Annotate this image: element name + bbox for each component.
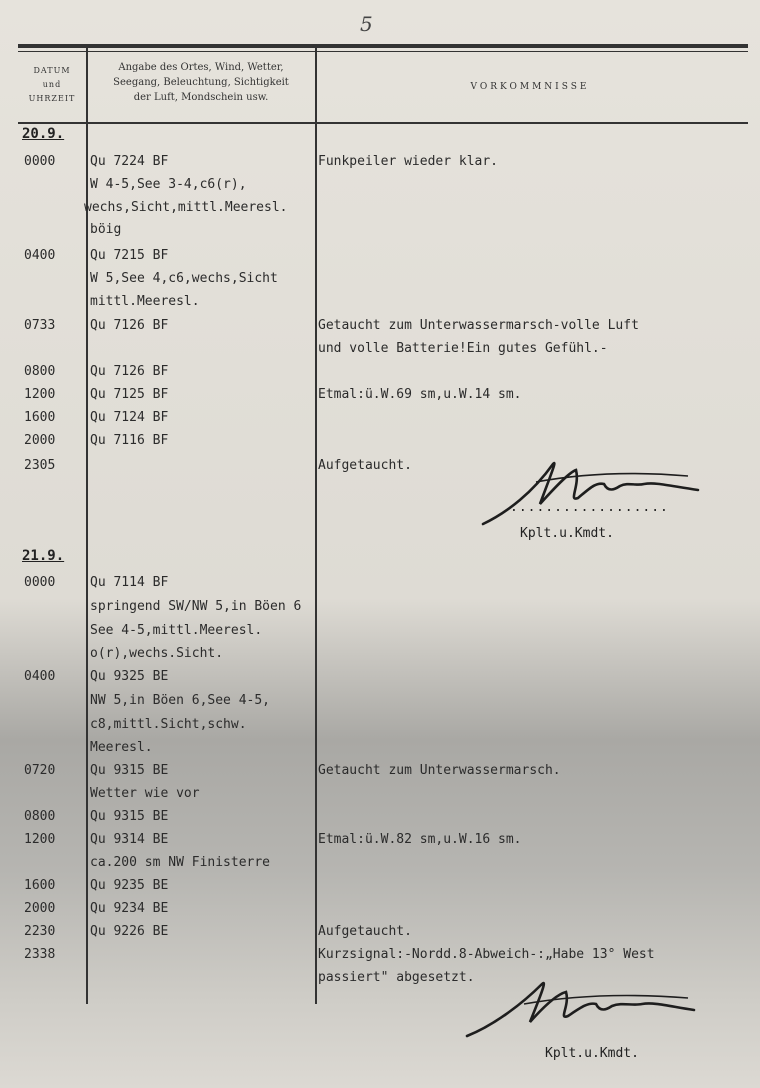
entry-position: Qu 9314 BE — [90, 832, 169, 847]
column-divider-1 — [86, 44, 88, 1004]
entry-event: Funkpeiler wieder klar. — [318, 154, 499, 169]
entry-position: Qu 7215 BF — [90, 248, 169, 263]
entry-event: Getaucht zum Unterwassermarsch. — [318, 763, 561, 778]
header-ort-line: Seegang, Beleuchtung, Sichtigkeit — [113, 77, 289, 88]
entry-weather: W 5,See 4,c6,wechs,Sicht — [90, 271, 278, 286]
signature-title: Kplt.u.Kmdt. — [545, 1046, 639, 1061]
entry-event: Etmal:ü.W.69 sm,u.W.14 sm. — [318, 387, 522, 402]
entry-position: Qu 7126 BF — [90, 364, 169, 379]
entry-time: 2305 — [24, 458, 56, 473]
entry-event: Aufgetaucht. — [318, 924, 412, 939]
entry-weather: wechs,Sicht,mittl.Meeresl. — [84, 200, 288, 215]
commander-signature — [462, 970, 702, 1050]
entry-time: 1600 — [24, 878, 56, 893]
header-datum-line: DATUM — [33, 66, 71, 75]
entry-position: Qu 9234 BE — [90, 901, 169, 916]
entry-weather: mittl.Meeresl. — [90, 294, 200, 309]
entry-weather: c8,mittl.Sicht,schw. — [90, 717, 247, 732]
page-number: 5 — [360, 12, 373, 36]
entry-weather: o(r),wechs.Sicht. — [90, 646, 224, 661]
entry-position: Qu 9315 BE — [90, 809, 169, 824]
entry-event: passiert" abgesetzt. — [318, 970, 475, 985]
column-divider-2 — [315, 44, 317, 1004]
entry-event: Getaucht zum Unterwassermarsch-volle Luft — [318, 318, 639, 333]
entry-weather: ca.200 sm NW Finisterre — [90, 855, 271, 870]
entry-time: 0000 — [24, 154, 56, 169]
entry-event: Aufgetaucht. — [318, 458, 412, 473]
entry-weather: W 4-5,See 3-4,c6(r), — [90, 177, 247, 192]
entry-time: 2000 — [24, 433, 56, 448]
entry-weather: NW 5,in Böen 6,See 4-5, — [90, 693, 271, 708]
header-datum — [20, 64, 84, 106]
entry-weather: springend SW/NW 5,in Böen 6 — [90, 599, 302, 614]
entry-time: 0800 — [24, 809, 56, 824]
commander-signature — [478, 452, 708, 532]
entry-time: 0800 — [24, 364, 56, 379]
entry-position: Qu 7126 BF — [90, 318, 169, 333]
entry-position: Qu 9315 BE — [90, 763, 169, 778]
entry-time: 1600 — [24, 410, 56, 425]
top-rule — [18, 44, 748, 48]
signature-dotted-line: .................. — [510, 500, 669, 515]
entry-time: 2000 — [24, 901, 56, 916]
entry-time: 2338 — [24, 947, 56, 962]
entry-time: 1200 — [24, 387, 56, 402]
entry-position: Qu 7224 BF — [90, 154, 169, 169]
entry-event: Kurzsignal:-Nordd.8-Abweich-:„Habe 13° West — [318, 947, 655, 962]
signature-title: Kplt.u.Kmdt. — [520, 526, 614, 541]
date-label: 20.9. — [22, 126, 65, 142]
entry-time: 0400 — [24, 669, 56, 684]
entry-event: Etmal:ü.W.82 sm,u.W.16 sm. — [318, 832, 522, 847]
header-rule — [18, 122, 748, 124]
entry-weather: See 4-5,mittl.Meeresl. — [90, 623, 263, 638]
date-label: 21.9. — [22, 548, 65, 564]
entry-position: Qu 9235 BE — [90, 878, 169, 893]
header-datum-line: und — [42, 80, 62, 89]
header-vorkommnisse: VORKOMMNISSE — [470, 82, 590, 92]
header-ort — [90, 60, 312, 105]
entry-time: 2230 — [24, 924, 56, 939]
entry-time: 0733 — [24, 318, 56, 333]
entry-position: Qu 7116 BF — [90, 433, 169, 448]
top-rule-thin — [18, 51, 748, 52]
header-ort-line: Angabe des Ortes, Wind, Wetter, — [118, 62, 284, 73]
entry-event: und volle Batterie!Ein gutes Gefühl.- — [318, 341, 608, 356]
header-datum-line: UHRZEIT — [28, 94, 76, 103]
entry-position: Qu 9226 BE — [90, 924, 169, 939]
entry-position: Qu 7114 BF — [90, 575, 169, 590]
entry-position: Qu 9325 BE — [90, 669, 169, 684]
entry-time: 1200 — [24, 832, 56, 847]
entry-time: 0400 — [24, 248, 56, 263]
header-ort-line: der Luft, Mondschein usw. — [133, 92, 269, 103]
entry-position: Qu 7125 BF — [90, 387, 169, 402]
entry-weather: Wetter wie vor — [90, 786, 200, 801]
entry-time: 0000 — [24, 575, 56, 590]
entry-weather: Meeresl. — [90, 740, 153, 755]
entry-weather: böig — [90, 222, 122, 237]
entry-time: 0720 — [24, 763, 56, 778]
entry-position: Qu 7124 BF — [90, 410, 169, 425]
